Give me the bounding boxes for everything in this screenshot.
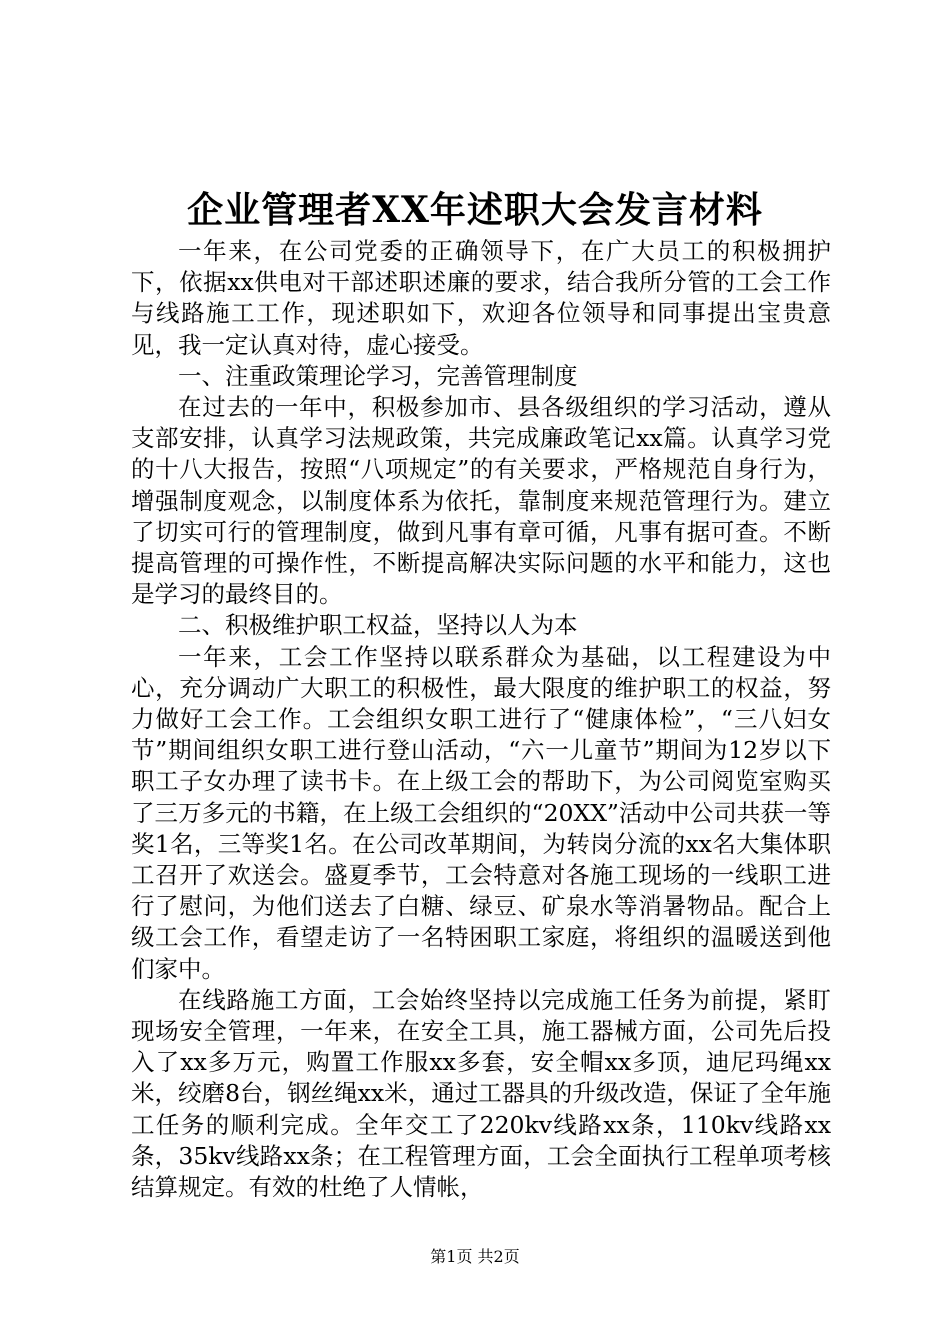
section-heading-1: 一、注重政策理论学习，完善管理制度 [178, 361, 578, 390]
intro-paragraph: 一年来，在公司党委的正确领导下，在广大员工的积极拥护下，依据xx供电对干部述职述廉的要求，结合我所分管的工会工作与线路施工工作，现述职如下，欢迎各位领导和同事提出宝贵意见，我一定认真对待，虚心接受。 [131, 237, 831, 359]
page-title: 企业管理者XX年述职大会发言材料 [187, 189, 763, 231]
section-1-paragraph: 在过去的一年中，积极参加市、县各级组织的学习活动，遵从支部安排，认真学习法规政策，共完成廉政笔记xx篇。认真学习党的十八大报告，按照“八项规定”的有关要求，严格规范自身行为，增强制度观念，以制度体系为依托，靠制度来规范管理行为。建立了切实可行的管理制度，做到凡事有章可循，凡事有据可查。不断提高管理的可操作性，不断提高解决实际问题的水平和能力，这也是学习的最终目的。 [131, 393, 831, 609]
document-body [131, 236, 831, 1203]
section-2-paragraph-1: 一年来，工会工作坚持以联系群众为基础，以工程建设为中心，充分调动广大职工的积极性，最大限度的维护职工的权益，努力做好工会工作。工会组织女职工进行了“健康体检”，“三八妇女节”期间组织女职工进行登山活动，“六一儿童节”期间为12岁以下职工子女办理了读书卡。在上级工会的帮助下，为公司阅览室购买了三万多元的书籍，在上级工会组织的“20XX”活动中公司共获一等奖1名，三等奖1名。在公司改革期间，为转岗分流的xx名大集体职工召开了欢送会。盛夏季节，工会特意对各施工现场的一线职工进行了慰问，为他们送去了白糖、绿豆、矿泉水等消暑物品。配合上级工会工作，看望走访了一名特困职工家庭，将组织的温暖送到他们家中。 [131, 642, 831, 983]
page-number-footer: 第1页 共2页 [430, 1247, 520, 1266]
section-heading-2: 二、积极维护职工权益，坚持以人为本 [178, 611, 578, 640]
section-2-paragraph-2: 在线路施工方面，工会始终坚持以完成施工任务为前提，紧盯现场安全管理，一年来，在安全工具，施工器械方面，公司先后投入了xx多万元，购置工作服xx多套，安全帽xx多顶，迪尼玛绳xx米，绞磨8台，钢丝绳xx米，通过工器具的升级改造，保证了全年施工任务的顺利完成。全年交工了220kv线路xx条，110kv线路xx条，35kv线路xx条；在工程管理方面，工会全面执行工程单项考核结算规定。有效的杜绝了人情帐， [131, 985, 831, 1202]
